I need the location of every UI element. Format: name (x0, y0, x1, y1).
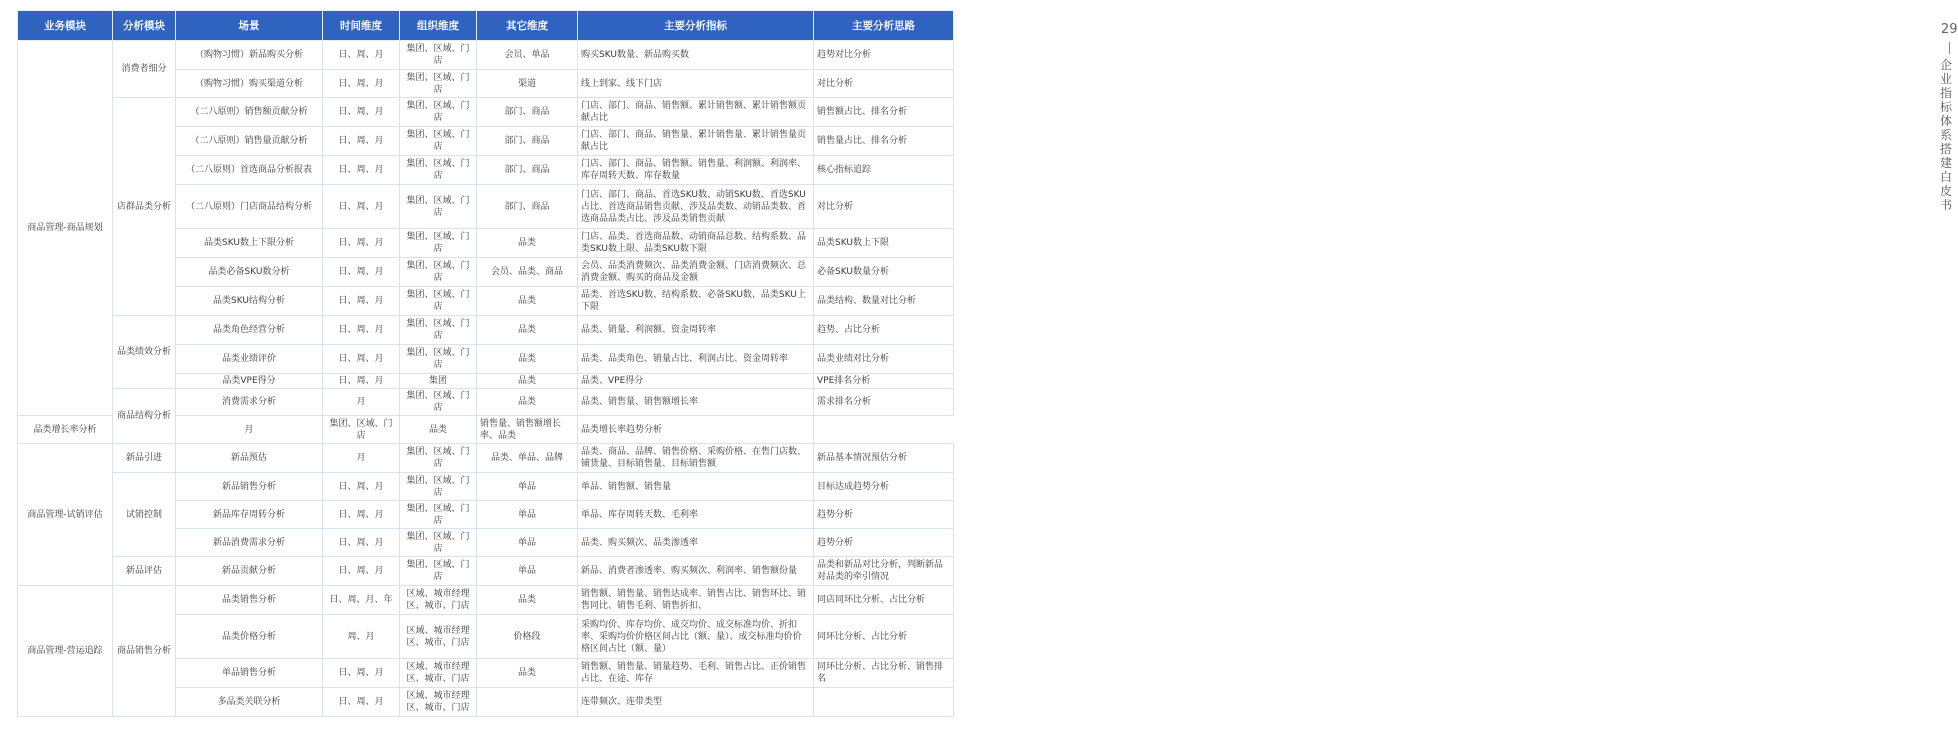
header-cell: 时间维度 (323, 11, 400, 41)
table-cell: （二八原则）销售额贡献分析 (176, 98, 323, 127)
table-row (18, 586, 954, 615)
table-body (18, 41, 954, 717)
table-cell: 会员、品类、商品 (477, 258, 578, 287)
table-cell: 趋势分析 (814, 501, 954, 529)
page-sidebar (960, 0, 1958, 731)
table-cell: 日、周、月 (323, 287, 400, 316)
divider (1949, 42, 1950, 54)
table-cell: 店群品类分析 (113, 98, 176, 316)
table-cell: 品类增长率趋势分析 (578, 416, 814, 444)
table-cell: 门店、部门、商品、首选SKU数、动销SKU数、首选SKU占比、首选商品销售贡献、涉及品类数、动销品类数、首选商品品类占比、涉及品类销售贡献 (578, 185, 814, 229)
table-row (18, 444, 954, 473)
table-cell: （二八原则）首选商品分析报表 (176, 156, 323, 185)
table-cell: 日、周、月 (323, 70, 400, 98)
table-cell: 品类增长率分析 (18, 416, 113, 444)
table-cell: 目标达成趋势分析 (814, 473, 954, 501)
table-cell: 品类绩效分析 (113, 316, 176, 389)
table-cell: 品类、单品、品牌 (477, 444, 578, 473)
table-cell: 销售量占比、排名分析 (814, 127, 954, 156)
table-cell: 日、周、月 (323, 688, 400, 717)
table-cell: 集团、区域、门店 (400, 185, 477, 229)
header-cell: 主要分析思路 (814, 11, 954, 41)
table-cell: 部门、商品 (477, 127, 578, 156)
table-cell: 品类VPE得分 (176, 374, 323, 389)
table-cell: 品类 (477, 659, 578, 688)
table-cell: （购物习惯）购买渠道分析 (176, 70, 323, 98)
table-cell: 集团、区域、门店 (400, 127, 477, 156)
table-cell: 品类业绩评价 (176, 345, 323, 374)
table-cell: （购物习惯）新品购买分析 (176, 41, 323, 70)
table-cell: 品类SKU数上下限分析 (176, 229, 323, 258)
table-cell: 日、周、月 (323, 659, 400, 688)
table-header-row (18, 11, 954, 41)
table-cell: 集团、区域、门店 (400, 557, 477, 586)
table-cell: 品类 (477, 287, 578, 316)
table-cell: 消费需求分析 (176, 389, 323, 416)
table-cell: 品类、销量、利润额、资金周转率 (578, 316, 814, 345)
table-cell: 品类、销售量、销售额增长率 (578, 389, 814, 416)
header-cell: 组织维度 (400, 11, 477, 41)
table-cell: 日、周、月 (323, 374, 400, 389)
table-row (18, 557, 954, 586)
table-cell: 日、周、月 (323, 258, 400, 287)
table-cell: 单品 (477, 529, 578, 557)
table-cell (814, 688, 954, 717)
table-cell: 新品预估 (176, 444, 323, 473)
table-cell: 品类、品类角色、销量占比、利润占比、资金周转率 (578, 345, 814, 374)
table-cell: 日、周、月 (323, 98, 400, 127)
analysis-table (17, 10, 954, 717)
table-cell: 日、周、月 (323, 156, 400, 185)
table-cell: 日、周、月 (323, 127, 400, 156)
table-cell (477, 688, 578, 717)
table-cell: 区域、城市经理区、城市、门店 (400, 659, 477, 688)
table-cell: 单品 (477, 557, 578, 586)
table-row (18, 389, 954, 416)
table-cell: 单品、库存周转天数、毛利率 (578, 501, 814, 529)
table-cell: 新品评估 (113, 557, 176, 586)
table-cell: 区域、城市经理区、城市、门店 (400, 586, 477, 615)
table-cell: 单品、销售额、销售量 (578, 473, 814, 501)
table-cell: 日、周、月 (323, 345, 400, 374)
table-cell: 日、周、月 (323, 473, 400, 501)
table-cell: 品类SKU数上下限 (814, 229, 954, 258)
table-cell: 门店、部门、商品、销售额、销售量、利润额、利润率、库存周转天数、库存数量 (578, 156, 814, 185)
table-row (18, 316, 954, 345)
table-row (18, 473, 954, 501)
table-cell: 品类 (477, 229, 578, 258)
header-cell: 场景 (176, 11, 323, 41)
table-cell: 多品类关联分析 (176, 688, 323, 717)
table-cell: 新品库存周转分析 (176, 501, 323, 529)
table-cell: 日、周、月 (323, 557, 400, 586)
table-cell: 集团、区域、门店 (400, 316, 477, 345)
table-cell: 同店同环比分析、占比分析 (814, 586, 954, 615)
table-cell: 价格段 (477, 615, 578, 659)
table-cell: 单品 (477, 473, 578, 501)
table-cell: 商品管理-试销评估 (18, 444, 113, 586)
table-cell: 需求排名分析 (814, 389, 954, 416)
table-cell: 趋势分析 (814, 529, 954, 557)
table-cell: 集团、区域、门店 (400, 501, 477, 529)
table-cell: 日、周、月 (323, 41, 400, 70)
table-row (18, 98, 954, 127)
table-cell: 连带频次、连带类型 (578, 688, 814, 717)
table-cell: 采购均价、库存均价、成交均价、成交标准均价、折扣率、采购均价价格区间占比（额、量）、成交标准均价价格区间占比（额、量） (578, 615, 814, 659)
table-cell: 同环比分析、占比分析 (814, 615, 954, 659)
table-cell: 销售额、销售量、销量趋势、毛利、销售占比、正价销售占比、在途、库存 (578, 659, 814, 688)
table-cell: 商品结构分析 (113, 389, 176, 444)
header-cell: 分析模块 (113, 11, 176, 41)
table-cell: 核心指标追踪 (814, 156, 954, 185)
table-cell: 新品消费需求分析 (176, 529, 323, 557)
table-cell: 同环比分析、占比分析、销售排名 (814, 659, 954, 688)
table-cell: 渠道 (477, 70, 578, 98)
table-cell: 品类 (477, 389, 578, 416)
table-cell: 品类销售分析 (176, 586, 323, 615)
table-cell: 会员、品类消费频次、品类消费金额、门店消费频次、总消费金额、购买的商品及金额 (578, 258, 814, 287)
table-cell: 集团 (400, 374, 477, 389)
page-number: 29 (1941, 22, 1958, 37)
table-cell: 商品管理-营运追踪 (18, 586, 113, 717)
table-cell: 日、周、月 (323, 316, 400, 345)
table-cell: 单品销售分析 (176, 659, 323, 688)
table-cell: 门店、品类、首选商品数、动销商品总数、结构系数、品类SKU数上限、品类SKU数下限 (578, 229, 814, 258)
table-cell: 区域、城市经理区、城市、门店 (400, 615, 477, 659)
table-cell: 趋势、占比分析 (814, 316, 954, 345)
table-cell: 日、周、月、年 (323, 586, 400, 615)
header-cell: 业务模块 (18, 11, 113, 41)
table-cell: 品类、首选SKU数、结构系数、必备SKU数、品类SKU上下限 (578, 287, 814, 316)
table-cell: 销售量、销售额增长率、品类 (477, 416, 578, 444)
table-cell: 集团、区域、门店 (400, 156, 477, 185)
table-cell: 品类 (477, 586, 578, 615)
table-cell: 对比分析 (814, 185, 954, 229)
table-cell: 新品、消费者渗透率、购买频次、利润率、销售额份量 (578, 557, 814, 586)
table-cell: 新品引进 (113, 444, 176, 473)
table-cell: 新品贡献分析 (176, 557, 323, 586)
book-title: 企业指标体系搭建白皮书 (1940, 58, 1953, 212)
table-cell: 集团、区域、门店 (400, 70, 477, 98)
table-cell: 品类SKU结构分析 (176, 287, 323, 316)
table-cell: 集团、区域、门店 (400, 41, 477, 70)
table-cell: 月 (176, 416, 323, 444)
table-cell: 周、月 (323, 615, 400, 659)
table-cell: （二八原则）销售量贡献分析 (176, 127, 323, 156)
table-cell: （二八原则）门店商品结构分析 (176, 185, 323, 229)
table-cell: 品类价格分析 (176, 615, 323, 659)
table-cell: 品类 (477, 374, 578, 389)
table-cell: VPE排名分析 (814, 374, 954, 389)
table-cell: 新品基本情况预估分析 (814, 444, 954, 473)
table-cell: 集团、区域、门店 (400, 529, 477, 557)
table-cell: 部门、商品 (477, 156, 578, 185)
table-cell: 日、周、月 (323, 501, 400, 529)
table-cell: 会员、单品 (477, 41, 578, 70)
table-row (18, 41, 954, 70)
table-cell: 消费者细分 (113, 41, 176, 98)
table-cell: 集团、区域、门店 (400, 98, 477, 127)
table-cell: 新品销售分析 (176, 473, 323, 501)
table-cell: 日、周、月 (323, 229, 400, 258)
table-cell: 线上到家、线下门店 (578, 70, 814, 98)
table-cell: 品类和新品对比分析，判断新品对品类的牵引情况 (814, 557, 954, 586)
table-cell: 商品管理-商品规划 (18, 41, 113, 416)
table-cell: 试销控制 (113, 473, 176, 557)
table-cell: 集团、区域、门店 (323, 416, 400, 444)
table-cell: 单品 (477, 501, 578, 529)
table-cell: 月 (323, 444, 400, 473)
table-cell: 区域、城市经理区、城市、门店 (400, 688, 477, 717)
table-cell: 日、周、月 (323, 529, 400, 557)
table-cell: 门店、部门、商品、销售额、累计销售额、累计销售额贡献占比 (578, 98, 814, 127)
table-cell: 必备SKU数量分析 (814, 258, 954, 287)
table-cell: 对比分析 (814, 70, 954, 98)
table-cell: 集团、区域、门店 (400, 229, 477, 258)
table-cell: 销售额占比、排名分析 (814, 98, 954, 127)
table-cell: 门店、部门、商品、销售量、累计销售量、累计销售量贡献占比 (578, 127, 814, 156)
table-cell: 集团、区域、门店 (400, 258, 477, 287)
table-cell: 品类角色经营分析 (176, 316, 323, 345)
table-cell: 部门、商品 (477, 185, 578, 229)
table-cell: 品类、购买频次、品类渗透率 (578, 529, 814, 557)
table-cell: 集团、区域、门店 (400, 345, 477, 374)
header-cell: 主要分析指标 (578, 11, 814, 41)
table-cell: 销售额、销售量、销售达成率、销售占比、销售环比、销售同比、销售毛利、销售折扣、 (578, 586, 814, 615)
table-cell: 集团、区域、门店 (400, 444, 477, 473)
table-cell: 集团、区域、门店 (400, 287, 477, 316)
table-cell: 品类必备SKU数分析 (176, 258, 323, 287)
table-cell: 月 (323, 389, 400, 416)
table-cell: 品类、商品、品牌、销售价格、采购价格、在售门店数、铺货量、目标销售量、目标销售额 (578, 444, 814, 473)
table-cell: 品类结构、数量对比分析 (814, 287, 954, 316)
header-cell: 其它维度 (477, 11, 578, 41)
table-cell: 商品销售分析 (113, 586, 176, 717)
table-cell: 品类 (477, 345, 578, 374)
table-cell: 品类 (400, 416, 477, 444)
table-cell: 集团、区域、门店 (400, 473, 477, 501)
table-cell: 部门、商品 (477, 98, 578, 127)
table-cell: 日、周、月 (323, 185, 400, 229)
table-cell: 集团、区域、门店 (400, 389, 477, 416)
table-cell: 品类 (477, 316, 578, 345)
table-cell: 趋势对比分析 (814, 41, 954, 70)
table-cell: 购买SKU数量、新品购买数 (578, 41, 814, 70)
table-cell: 品类、VPE得分 (578, 374, 814, 389)
table-cell: 品类业绩对比分析 (814, 345, 954, 374)
